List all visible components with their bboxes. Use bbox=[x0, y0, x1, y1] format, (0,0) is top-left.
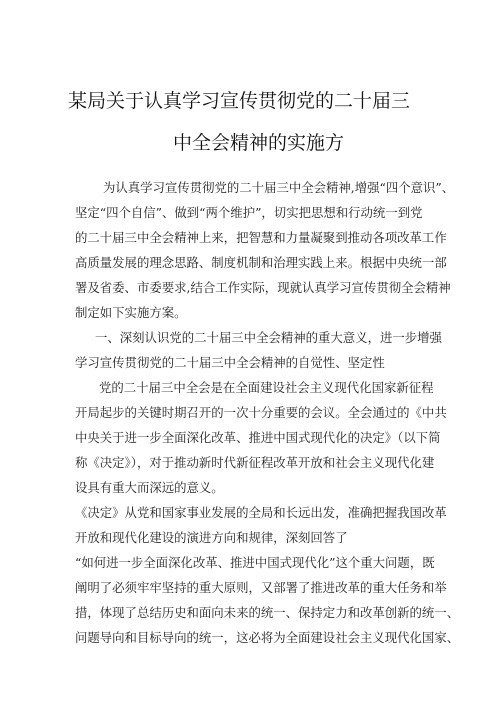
document-title-line-1: 某局关于认真学习宣传贯彻党的二十届三 bbox=[68, 90, 411, 112]
section-heading-line: 学习宣传贯彻党的二十届三中全会精神的自觉性、坚定性 bbox=[75, 355, 385, 370]
body-line: 高质量发展的理念思路、制度机制和治理实践上来。根据中央统一部 bbox=[75, 255, 447, 270]
body-line: 坚定“四个自信”、做到“两个维护”，切实把思想和行动统一到党 bbox=[75, 205, 423, 220]
body-line: 阐明了必须牢牢坚持的重大原则，又部署了推进改革的重大任务和举 bbox=[75, 580, 447, 595]
body-line: 党的二十届三中全会是在全面建设社会主义现代化国家新征程 bbox=[99, 380, 434, 395]
section-heading-line: 一、深刻认识党的二十届三中全会精神的重大意义，进一步增强 bbox=[95, 330, 442, 345]
body-line: 制定如下实施方案。 bbox=[75, 305, 187, 320]
body-line: 问题导向和目标导向的统一，这必将为全面建设社会主义现代化国家、 bbox=[75, 630, 460, 645]
body-line: 开放和现代化建设的演进方向和规律，深刻回答了 bbox=[75, 530, 348, 545]
body-line: 《决定》从党和国家事业发展的全局和长远出发，准确把握我国改革 bbox=[75, 505, 447, 520]
body-line: 称《决定》），对于推动新时代新征程改革开放和社会主义现代化建 bbox=[75, 455, 435, 470]
body-line: 开局起步的关键时期召开的一次十分重要的会议。全会通过的《中共 bbox=[75, 405, 447, 420]
body-line: 署及省委、市委要求,结合工作实际，现就认真学习宣传贯彻全会精神 bbox=[75, 280, 451, 295]
body-line: 设具有重大而深远的意义。 bbox=[75, 480, 224, 495]
body-line: 中央关于进一步全面深化改革、推进中国式现代化的决定》（以下简 bbox=[75, 430, 441, 445]
body-line: “如何进一步全面深化改革、推进中国式现代化”这个重大问题，既 bbox=[75, 555, 435, 570]
body-line: 为认真学习宣传贯彻党的二十届三中全会精神,增强“四个意识”、 bbox=[103, 180, 455, 195]
document-title-line-2: 中全会精神的实施方 bbox=[173, 132, 345, 154]
body-line: 措，体现了总结历史和面向未来的统一、保持定力和改革创新的统一、 bbox=[75, 605, 460, 620]
body-line: 的二十届三中全会精神上来，把智慧和力量凝聚到推动各项改革工作 bbox=[75, 230, 447, 245]
